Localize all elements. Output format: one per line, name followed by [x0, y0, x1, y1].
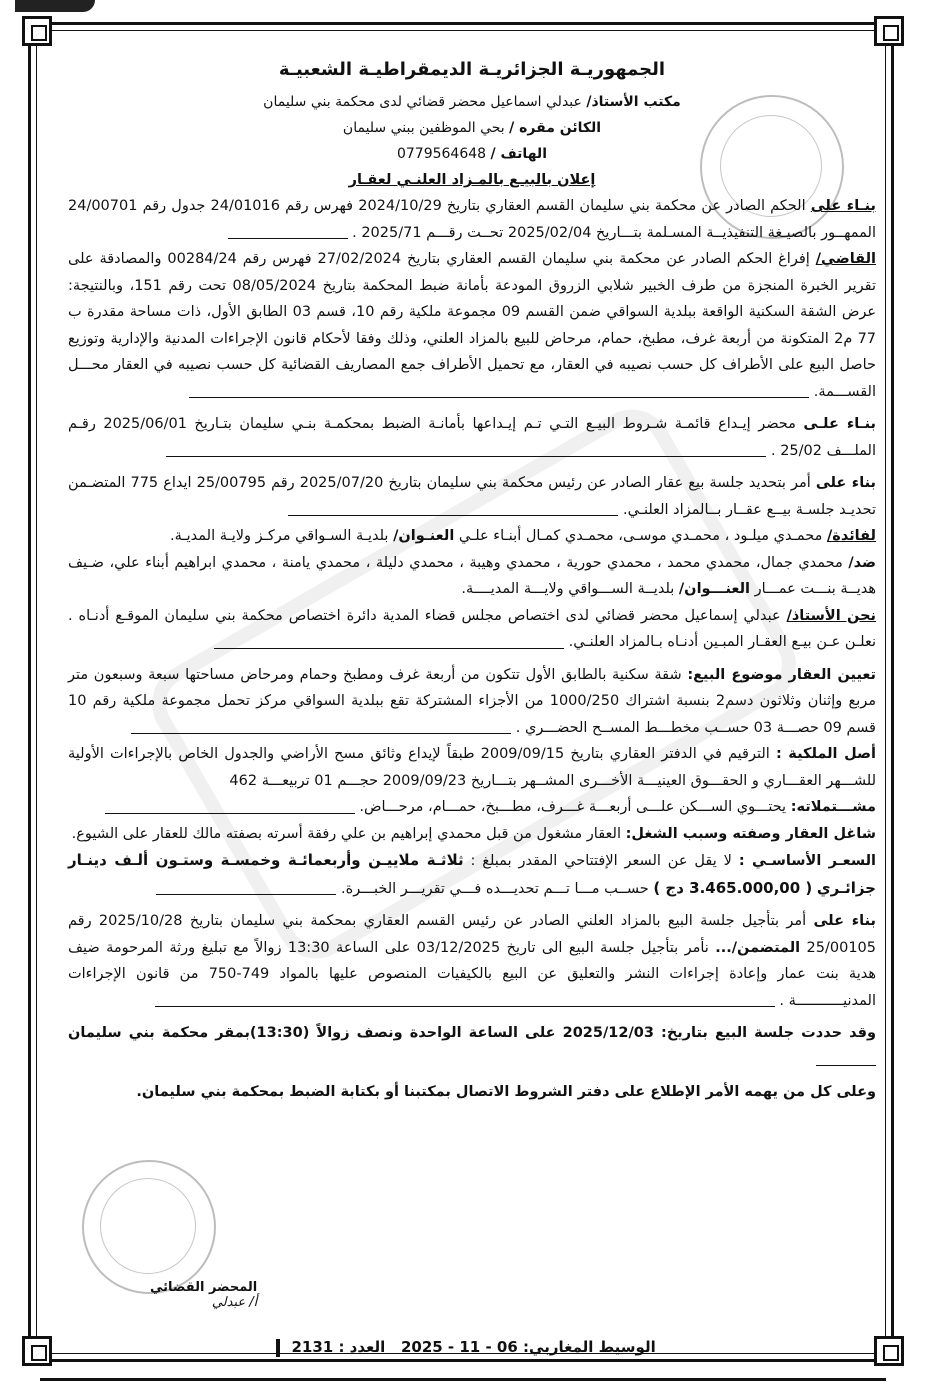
top-corner-mark — [15, 0, 95, 12]
paragraph-defendants: ضد/ محمدي جمال، محمدي محمد ، محمدي حورية ، محمدي وهيبة ، محمدي دليلة ، محمدي يامنة ، محمدي ابراهيم أبناء علي، ضـيف هديــة بنـــت عمـــار العنـــوان/ بلديــة الســـواقي ولايـــة المديــــة. — [68, 554, 876, 597]
newspaper-footer — [60, 1336, 866, 1358]
corner-ornament-top-right — [874, 16, 904, 46]
sale-date-line: وقد حددت جلسة البيع بتاريخ: 2025/12/03 على الساعة الواحدة ونصف زوالاً (13:30)بمقر محكمة بني سليمان — [68, 1020, 876, 1073]
signature-name: أ/ عبدلي — [211, 1295, 258, 1310]
corner-ornament-bottom-left — [22, 1336, 52, 1366]
paragraph-beneficiaries: لفائدة/ محمـدي ميلـود ، محمـدي موسـى، محمـدي كمـال أبنـاء علـي العنـوان/ بلديـة السـواقي مركـز ولايـة المديـة. — [170, 528, 876, 544]
paragraph-postponement: بناء على أمر بتأجيل جلسة البيع بالمزاد العلني الصادر عن رئيس القسم العقاري بمحكمة بني سليمان بتاريخ 2025/10/28 رقم 25/00105 المتضمن/... نأمر بتأجيل جلسة البيع الى تاريخ 03/12/2025 على الساعة 13:30 زوالاً مع تبليغ ورثة المرحومة ضيف هدية بنت عمار وإعادة إجراءات النشر والتعليق عن البيع بالكيفيات المنصوص عليها بالمواد 749-750 من قانون الإجراءات المدنيـــــــــــة . — [68, 913, 877, 1009]
bottom-rule — [40, 1378, 886, 1387]
paragraph-contents: مشـــتملاته: يحتـــوي الســـكن علـــى أربعـــة غـــرف، مطـــبخ، حمـــام، مرحـــاض. — [68, 794, 876, 821]
footer-date: 06 - 11 - 2025 — [400, 1338, 518, 1356]
signature-title: المحضر القضائي — [150, 1280, 258, 1295]
address-line: الكائن مقره / بحي الموظفين ببني سليمان — [342, 120, 602, 136]
corner-ornament-bottom-right — [874, 1336, 904, 1366]
paragraph-property: تعيين العقار موضوع البيع: شقة سكنية بالطابق الأول تتكون من أربعة غرف ومطبخ وحمام ومرحاض مساحتها سبعة وسبعون متر مربع وإثنان وثلاثون دسم2 بنسبة اشتراك 1000/250 من الأجزاء المشتركة تقع ببلدية السواقي مركز تحمل مجموعة ملكية رقم 10 قسم 09 حصـــة 03 حســب مخطـــط المســح الحضـــري . — [68, 666, 876, 736]
paragraph-conditions: بنـاء علـى محضر إيـداع قائمـة شـروط البيـع التـي تـم إيـداعها بأمانـة الضبط بمحكمـة بنـي سليمان بتـاريخ 2025/06/01 رقـم الملـــف 25/02 . — [68, 416, 876, 459]
corner-ornament-top-left — [22, 16, 52, 46]
republic-title: الجمهوريـة الجزائريـة الديمقراطيـة الشعبيـة — [278, 59, 666, 80]
paragraph-session-order: بناء على أمر بتحديد جلسة بيع عقار الصادر عن رئيس محكمة بني سليمان بتاريخ 2025/07/20 رقم 25/00795 ايداع 775 المتضـمن تحديـد جلسـة بيــع عقــار بــالمزاد العلنـي. — [68, 475, 876, 518]
paragraph-bailiff: نحن الأستاذ/ عبدلي إسماعيل محضر قضائي لدى اختصاص مجلس قضاء المدية دائرة اختصاص محكمة بني سليمان الموقـع أدنـاه . نعلـن عـن بيـع العقـار المبـين أدنـاه بـالمزاد العلنـي. — [68, 607, 877, 650]
paragraph-occupant: شاغل العقار وصفته وسبب الشغل: العقار مشغول من قبل محمدي إبراهيم بن علي رفقة أسرته بصفته مالك للعقار على الشيوع. — [71, 825, 876, 842]
phone-line: الهاتف / 0779564648 — [396, 146, 547, 162]
footer-issue-number: 2131 — [291, 1338, 334, 1356]
footer-issue-label: العدد : — [338, 1338, 386, 1356]
paragraph-base-price: السعـر الأساسـي : لا يقل عن السعر الإفتتاحي المقدر بمبلغ : ثلاثـة ملاييـن وأربعمائـة وخمسـة وستـون ألـف دينـار جزائـري ( 3.465.000,00 دج ) حســب مـــا تـــم تحديـــده فـــي تقريـــر الخبـــرة. — [68, 851, 876, 897]
announcement-title: إعلان بالبيـع بالمـزاد العلنـي لعقـار — [348, 172, 596, 188]
footer-newspaper: الوسيط المغاربي: — [523, 1338, 656, 1356]
announcement-body — [68, 55, 876, 1106]
office-line: مكتب الأستاذ/ عبدلي اسماعيل محضر قضائي لدى محكمة بني سليمان — [263, 94, 681, 110]
contact-line: وعلى كل من يهمه الأمر الإطلاع على دفتر الشروط الاتصال بمكتبنا أو بكتابة الضبط بمحكمة بني سليمان. — [136, 1084, 876, 1100]
signature-block — [150, 1280, 257, 1310]
paragraph-judgment: بنـاء على الحكم الصادر عن محكمة بني سليمان القسم العقاري بتاريخ 2024/10/29 فهرس رقم 24/01016 جدول رقم 24/00701 الممهــور بالصيـغة التنفيذيــة المسـلمة بتـــاريخ 2025/02/04 تحــت رقـــم 2025/71 . — [68, 198, 876, 241]
footer-bar — [276, 1339, 280, 1357]
paragraph-ownership: أصل الملكية : الترقيم في الدفتر العقاري بتاريخ 2009/09/15 طبقاً لإيداع وثائق مسح الأراضي والجدول الخاص بالإجراءات الأولية للشـــهر العقـــاري و الحقـــوق العينيـــة الأخـــرى المشــهر بتـــاريخ 2009/09/23 حجـــم 01 تربيعـــة 462 — [68, 746, 876, 789]
paragraph-ruling: القاضي/ إفراغ الحكم الصادر عن محكمة بني سليمان القسم العقاري بتاريخ 27/02/2024 فهرس رقم 00284/24 والمصادقة على تقرير الخبرة المنجزة من طرف الخبير شلابي الزروق المودعة بأمانة ضبط المحكمة بتاريخ 08/05/2024 تحت رقم 151، وبالنتيجة: عرض الشقة السكنية الواقعة ببلدية السواقي ضمن القسم 09 مجموعة ملكية رقم 10، قسم 03 الطابق الأول، ذات مساحة مقدرة ب 77 م2 المتكونة من أربعة غرف، مطبخ، حمام، مرحاض للبيع بالمزاد العلني، وذلك وفقا لأحكام قانون الإجراءات المدنية والإدارية وتوزيع حاصل البيع على الأطراف كل حسب نصيبه في العقار، مع تحميل الأطراف جمع المصاريف القضائية كل حسب نصيبه في العقار محـــل القســـمة. — [68, 251, 877, 400]
official-stamp-bottom — [82, 1160, 216, 1294]
